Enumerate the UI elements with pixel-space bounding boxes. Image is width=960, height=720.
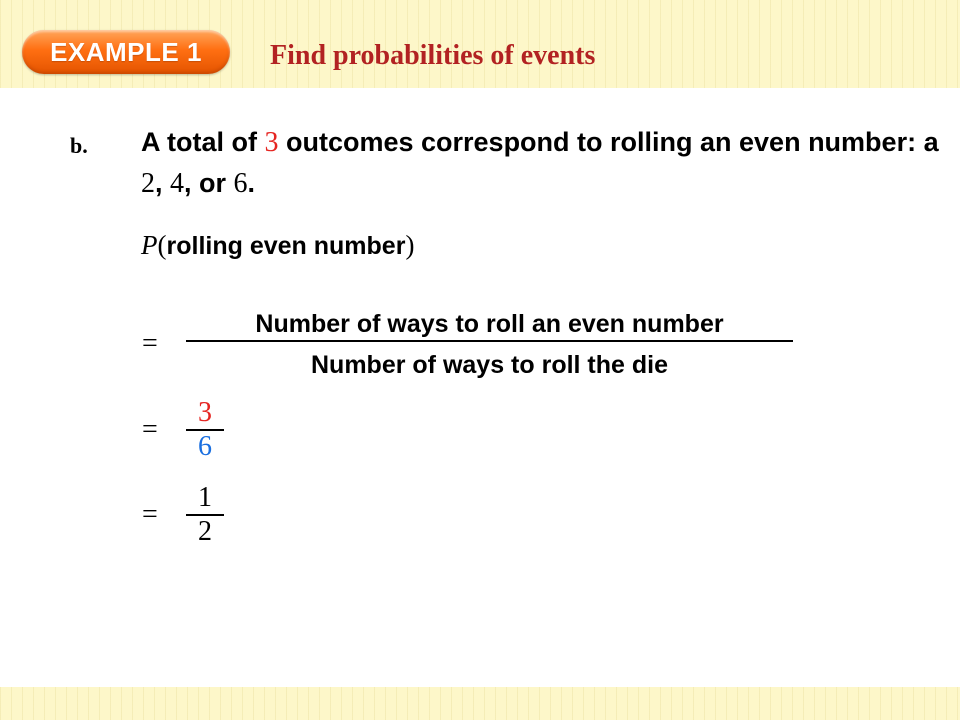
- open-paren: (: [157, 230, 167, 260]
- fraction-denominator: 6: [198, 431, 212, 462]
- outcome-four: 4: [170, 168, 185, 199]
- lesson-title: Find probabilities of events: [270, 40, 596, 71]
- part-label: b.: [70, 133, 88, 158]
- probability-function: P: [141, 230, 158, 260]
- fraction-one-half: [186, 484, 224, 546]
- problem-rest: outcomes correspond to rolling an even number: a: [278, 127, 939, 157]
- fraction-numerator: 1: [198, 482, 212, 513]
- equals-sign-3: =: [142, 499, 158, 530]
- outcome-count: 3: [264, 127, 279, 158]
- problem-intro: A total of: [141, 127, 265, 157]
- close-paren: ): [405, 230, 415, 260]
- equals-sign-1: =: [142, 328, 158, 359]
- equals-sign-2: =: [142, 414, 158, 445]
- fraction-bar: [186, 340, 793, 342]
- fraction-numerator: 3: [198, 397, 212, 428]
- problem-end: .: [247, 168, 256, 198]
- problem-statement: [141, 122, 941, 204]
- separator-1: ,: [155, 168, 171, 198]
- example-badge: EXAMPLE 1: [22, 30, 230, 74]
- outcome-six: 6: [233, 168, 248, 199]
- event-description: rolling even number: [166, 232, 406, 260]
- word-numerator: Number of ways to roll an even number: [255, 310, 724, 338]
- word-fraction: [186, 308, 793, 382]
- word-denominator: Number of ways to roll the die: [311, 351, 668, 379]
- separator-2: , or: [184, 168, 234, 198]
- outcome-two: 2: [141, 168, 155, 199]
- fraction-three-sixths: [186, 399, 224, 461]
- footer-band: [0, 687, 960, 720]
- fraction-denominator: 2: [198, 516, 212, 547]
- probability-expression: [141, 230, 414, 261]
